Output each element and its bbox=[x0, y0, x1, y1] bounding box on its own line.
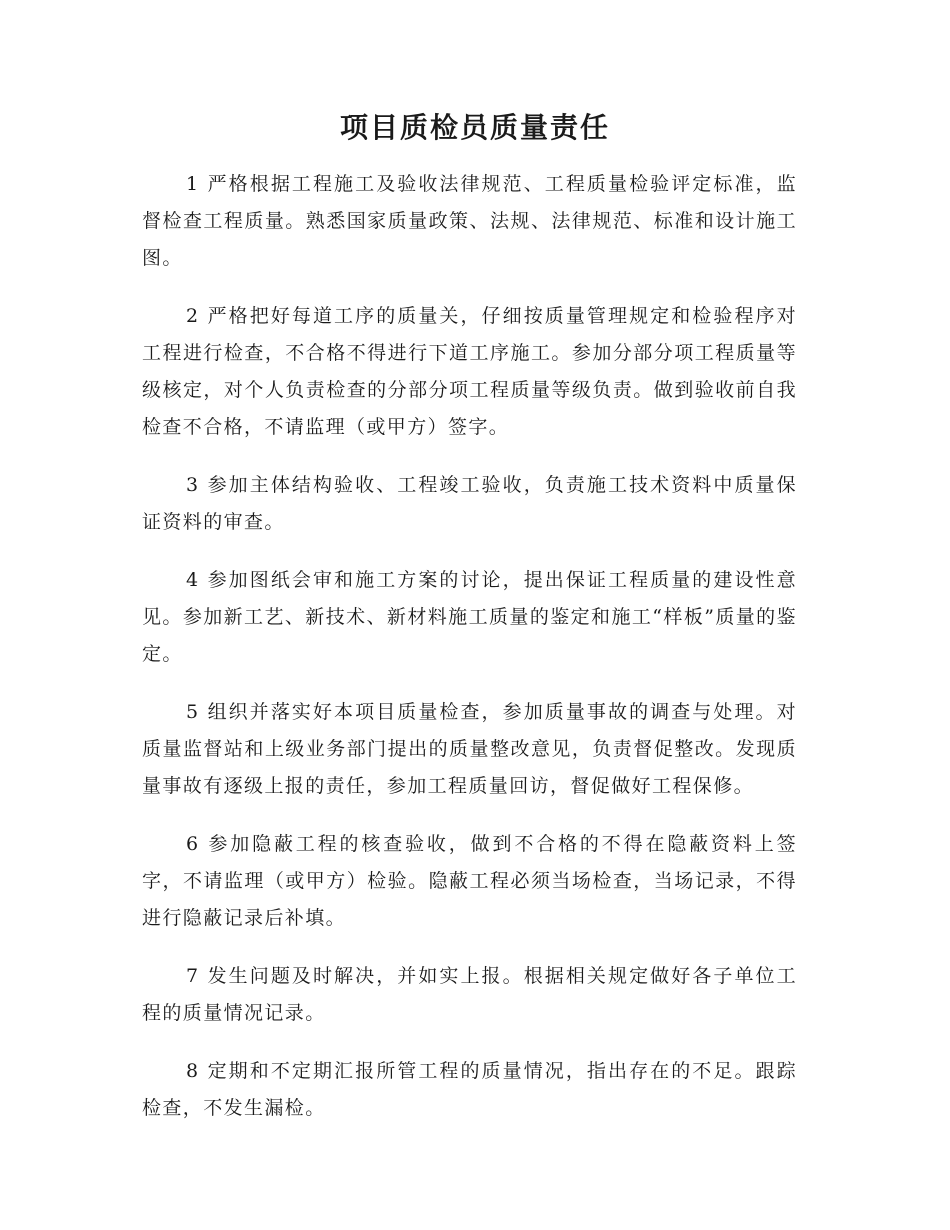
paragraph-1: 1 严格根据工程施工及验收法律规范、工程质量检验评定标准，监督检查工程质量。熟悉国家质量政策、法规、法律规范、标准和设计施工图。 bbox=[142, 173, 797, 269]
paragraph-5: 5 组织并落实好本项目质量检查，参加质量事故的调查与处理。对质量监督站和上级业务部门提出的质量整改意见，负责督促整改。发现质量事故有逐级上报的责任，参加工程质量回访，督促做好工程保修。 bbox=[142, 701, 797, 797]
paragraph-7: 7 发生问题及时解决，并如实上报。根据相关规定做好各子单位工程的质量情况记录。 bbox=[142, 965, 797, 1024]
paragraph-3: 3 参加主体结构验收、工程竣工验收，负责施工技术资料中质量保证资料的审查。 bbox=[142, 474, 797, 533]
paragraph-4: 4 参加图纸会审和施工方案的讨论，提出保证工程质量的建设性意见。参加新工艺、新技术、新材料施工质量的鉴定和施工“样板”质量的鉴定。 bbox=[142, 569, 797, 665]
paragraph-6: 6 参加隐蔽工程的核查验收，做到不合格的不得在隐蔽资料上签字，不请监理（或甲方）检验。隐蔽工程必须当场检查，当场记录，不得进行隐蔽记录后补填。 bbox=[142, 833, 797, 929]
paragraph-2: 2 严格把好每道工序的质量关，仔细按质量管理规定和检验程序对工程进行检查，不合格不得进行下道工序施工。参加分部分项工程质量等级核定，对个人负责检查的分部分项工程质量等级负责。做到验收前自我检查不合格，不请监理（或甲方）签字。 bbox=[142, 305, 797, 438]
document-body bbox=[142, 166, 797, 1148]
paragraph-8: 8 定期和不定期汇报所管工程的质量情况，指出存在的不足。跟踪检查，不发生漏检。 bbox=[142, 1060, 797, 1119]
document-title: 项目质检员质量责任 bbox=[339, 111, 610, 144]
